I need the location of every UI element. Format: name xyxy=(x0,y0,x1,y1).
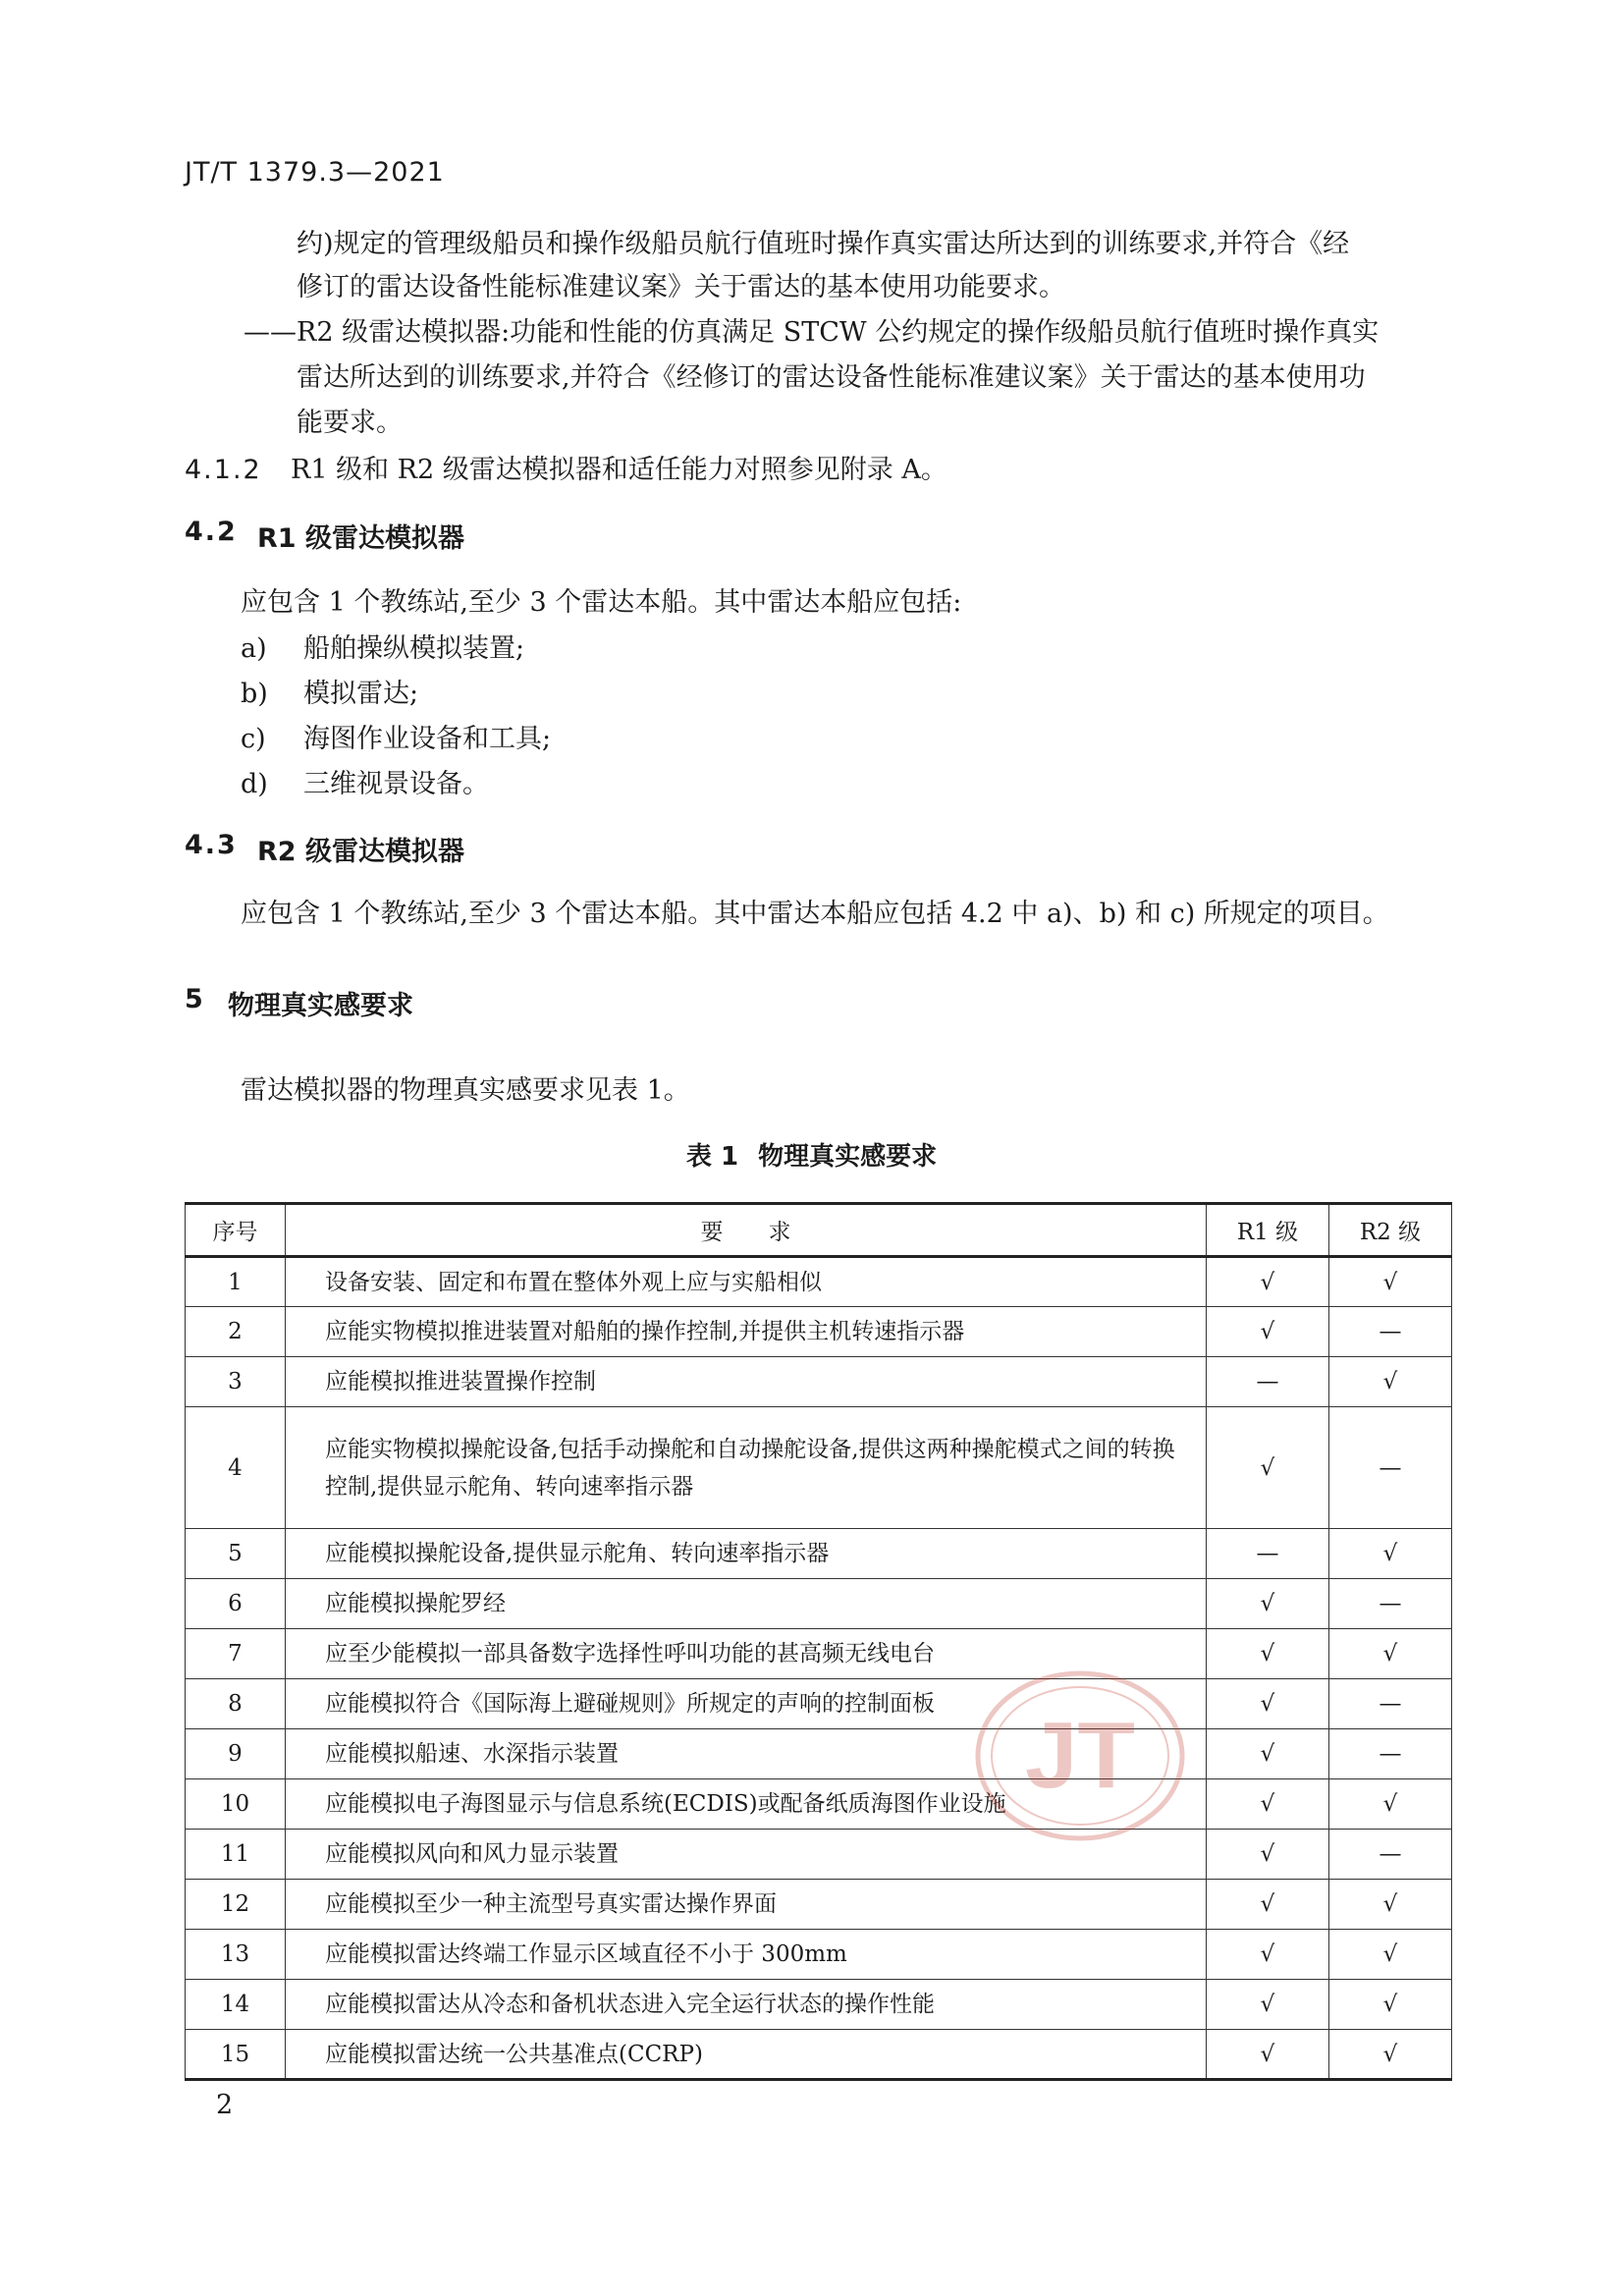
stamp-text: JT xyxy=(1024,1703,1136,1808)
column-header-r2: R2 级 xyxy=(1329,1204,1452,1257)
table-row xyxy=(186,1357,1452,1407)
table-row xyxy=(186,1830,1452,1880)
table-row xyxy=(186,1930,1452,1980)
intro-line-1: 约)规定的管理级船员和操作级船员航行值班时操作真实雷达所达到的训练要求,并符合《经 xyxy=(297,229,1350,259)
r2-definition-line-1: ——R2 级雷达模拟器:功能和性能的仿真满足 STCW 公约规定的操作级船员航行值班时操作真实 xyxy=(243,317,1380,348)
column-header-requirement: 要 求 xyxy=(286,1204,1207,1257)
cell-r2: — xyxy=(1329,1579,1452,1629)
cell-r1: √ xyxy=(1207,1779,1329,1830)
cell-r2: √ xyxy=(1329,1880,1452,1930)
table-row xyxy=(186,2030,1452,2080)
section-4-3-number: 4.3 xyxy=(185,830,238,860)
list-item-label: c) xyxy=(241,724,266,754)
cell-no: 14 xyxy=(186,1980,286,2030)
list-item xyxy=(241,717,551,755)
cell-r2: √ xyxy=(1329,2030,1452,2080)
column-header-no: 序号 xyxy=(186,1204,286,1257)
r2-definition-line-3: 能要求。 xyxy=(297,408,403,438)
table-title: 物理真实感要求 xyxy=(758,1142,938,1172)
cell-requirement: 应能实物模拟推进装置对船舶的操作控制,并提供主机转速指示器 xyxy=(286,1307,1207,1357)
cell-requirement: 应能模拟雷达终端工作显示区域直径不小于 300mm xyxy=(286,1930,1207,1980)
cell-requirement: 应能模拟风向和风力显示装置 xyxy=(286,1830,1207,1880)
cell-r1: √ xyxy=(1207,1980,1329,2030)
cell-no: 9 xyxy=(186,1729,286,1779)
jt-watermark-stamp-icon xyxy=(972,1667,1188,1844)
table-label: 表 1 xyxy=(685,1142,739,1172)
list-item-text: 船舶操纵模拟装置; xyxy=(303,633,525,664)
cell-r2: √ xyxy=(1329,1980,1452,2030)
list-item xyxy=(241,627,524,665)
cell-r1: √ xyxy=(1207,1407,1329,1529)
intro-line-2: 修订的雷达设备性能标准建议案》关于雷达的基本使用功能要求。 xyxy=(297,272,1065,302)
cell-requirement: 应能模拟符合《国际海上避碰规则》所规定的声响的控制面板 xyxy=(286,1679,1207,1729)
cell-r1: √ xyxy=(1207,1830,1329,1880)
section-4-2-number: 4.2 xyxy=(185,517,238,547)
cell-no: 1 xyxy=(186,1257,286,1307)
cell-r2: — xyxy=(1329,1729,1452,1779)
list-item-label: a) xyxy=(241,633,267,664)
cell-r2: — xyxy=(1329,1830,1452,1880)
section-4-3-title: R2 级雷达模拟器 xyxy=(257,837,464,867)
cell-no: 10 xyxy=(186,1779,286,1830)
table-row xyxy=(186,1257,1452,1307)
cell-requirement: 设备安装、固定和布置在整体外观上应与实船相似 xyxy=(286,1257,1207,1307)
r2-definition-line-2: 雷达所达到的训练要求,并符合《经修订的雷达设备性能标准建议案》关于雷达的基本使用功 xyxy=(297,362,1366,393)
list-item-label: b) xyxy=(241,679,268,709)
cell-r1: √ xyxy=(1207,1930,1329,1980)
table-caption xyxy=(0,1136,1623,1173)
cell-requirement: 应至少能模拟一部具备数字选择性呼叫功能的甚高频无线电台 xyxy=(286,1629,1207,1679)
cell-no: 4 xyxy=(186,1407,286,1529)
cell-requirement: 应能模拟电子海图显示与信息系统(ECDIS)或配备纸质海图作业设施 xyxy=(286,1779,1207,1830)
cell-r1: √ xyxy=(1207,1307,1329,1357)
cell-no: 5 xyxy=(186,1529,286,1579)
cell-r1: √ xyxy=(1207,2030,1329,2080)
cell-r1: √ xyxy=(1207,1880,1329,1930)
cell-no: 7 xyxy=(186,1629,286,1679)
table-row xyxy=(186,1880,1452,1930)
cell-no: 2 xyxy=(186,1307,286,1357)
cell-no: 8 xyxy=(186,1679,286,1729)
cell-r2: √ xyxy=(1329,1357,1452,1407)
table-header-row xyxy=(186,1204,1452,1257)
cell-requirement: 应能模拟船速、水深指示装置 xyxy=(286,1729,1207,1779)
section-5-number: 5 xyxy=(185,984,203,1014)
cell-r1: √ xyxy=(1207,1629,1329,1679)
cell-r1: √ xyxy=(1207,1679,1329,1729)
cell-requirement: 应能模拟至少一种主流型号真实雷达操作界面 xyxy=(286,1880,1207,1930)
cell-no: 12 xyxy=(186,1880,286,1930)
table-row xyxy=(186,1307,1452,1357)
table-row xyxy=(186,1579,1452,1629)
requirements-table xyxy=(185,1202,1452,2081)
cell-no: 11 xyxy=(186,1830,286,1880)
table-row xyxy=(186,1729,1452,1779)
table-row xyxy=(186,1779,1452,1830)
section-5-text: 雷达模拟器的物理真实感要求见表 1。 xyxy=(241,1075,690,1106)
list-item-text: 三维视景设备。 xyxy=(303,769,489,799)
cell-r2: — xyxy=(1329,1679,1452,1729)
cell-r1: — xyxy=(1207,1357,1329,1407)
list-item xyxy=(241,762,489,800)
column-header-r1: R1 级 xyxy=(1207,1204,1329,1257)
table-row xyxy=(186,1980,1452,2030)
list-item xyxy=(241,672,418,710)
cell-requirement: 应能模拟雷达统一公共基准点(CCRP) xyxy=(286,2030,1207,2080)
cell-requirement: 应能实物模拟操舵设备,包括手动操舵和自动操舵设备,提供这两种操舵模式之间的转换控制,提供显示舵角、转向速率指示器 xyxy=(286,1407,1207,1529)
table-row xyxy=(186,1679,1452,1729)
clause-4-1-2-number: 4.1.2 xyxy=(185,455,262,485)
cell-r2: √ xyxy=(1329,1529,1452,1579)
cell-requirement: 应能模拟操舵设备,提供显示舵角、转向速率指示器 xyxy=(286,1529,1207,1579)
cell-r1: — xyxy=(1207,1529,1329,1579)
page-number: 2 xyxy=(216,2090,234,2120)
document-id-header: JT/T 1379.3—2021 xyxy=(185,157,445,188)
cell-requirement: 应能模拟操舵罗经 xyxy=(286,1579,1207,1629)
list-item-label: d) xyxy=(241,769,268,799)
cell-r2: √ xyxy=(1329,1779,1452,1830)
section-5-title: 物理真实感要求 xyxy=(228,991,413,1021)
cell-r2: — xyxy=(1329,1307,1452,1357)
cell-no: 6 xyxy=(186,1579,286,1629)
cell-r2: √ xyxy=(1329,1930,1452,1980)
cell-no: 15 xyxy=(186,2030,286,2080)
cell-no: 3 xyxy=(186,1357,286,1407)
cell-r1: √ xyxy=(1207,1579,1329,1629)
section-4-3-text: 应包含 1 个教练站,至少 3 个雷达本船。其中雷达本船应包括 4.2 中 a)、b) 和 c) 所规定的项目。 xyxy=(241,899,1389,929)
cell-requirement: 应能模拟推进装置操作控制 xyxy=(286,1357,1207,1407)
table-row xyxy=(186,1529,1452,1579)
cell-r2: — xyxy=(1329,1407,1452,1529)
cell-requirement: 应能模拟雷达从冷态和备机状态进入完全运行状态的操作性能 xyxy=(286,1980,1207,2030)
cell-r2: √ xyxy=(1329,1629,1452,1679)
list-item-text: 模拟雷达; xyxy=(303,679,419,709)
table-row xyxy=(186,1407,1452,1529)
clause-4-1-2-text: R1 级和 R2 级雷达模拟器和适任能力对照参见附录 A。 xyxy=(291,455,947,485)
cell-r1: √ xyxy=(1207,1257,1329,1307)
cell-no: 13 xyxy=(186,1930,286,1980)
cell-r2: √ xyxy=(1329,1257,1452,1307)
table-row xyxy=(186,1629,1452,1679)
cell-r1: √ xyxy=(1207,1729,1329,1779)
section-4-2-text: 应包含 1 个教练站,至少 3 个雷达本船。其中雷达本船应包括: xyxy=(241,587,962,618)
list-item-text: 海图作业设备和工具; xyxy=(303,724,552,754)
section-4-2-title: R1 级雷达模拟器 xyxy=(257,523,464,554)
